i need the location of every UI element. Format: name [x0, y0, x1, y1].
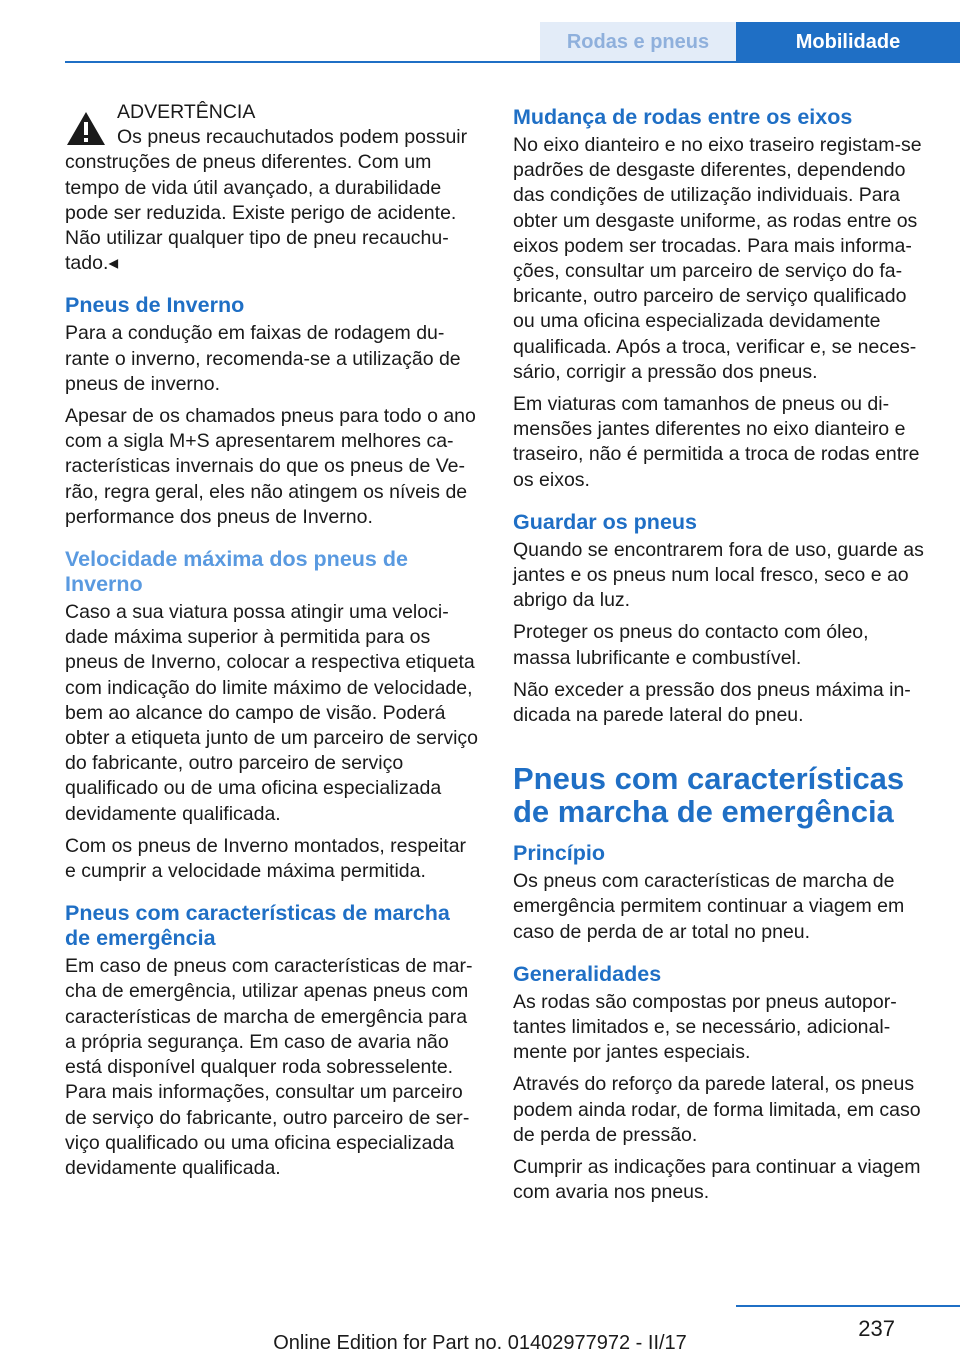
- warning-block: [65, 100, 480, 125]
- tire-storage-paragraph-3: Não exceder a pressão dos pneus máxima indicada na parede lateral do pneu.: [513, 678, 911, 727]
- header-rule: [65, 61, 960, 63]
- runflat-section-title: Pneus com características de marcha de emergência: [513, 761, 905, 830]
- winter-tires-paragraph-2: Apesar de os chamados pneus para todo o ano com a sigla M+S apresentarem melhores características invernais do que os pneus de Verão, regra geral, eles não atingem os níveis de performance dos pneus de Inverno.: [65, 405, 476, 528]
- max-speed-paragraph-2: Com os pneus de Inverno montados, respeitar e cumprir a velocidade máxima permitida.: [65, 834, 467, 883]
- general-paragraph-3: Cumprir as indicações para continuar a viagem com avaria nos pneus.: [513, 1156, 921, 1204]
- principle-heading: Princípio: [513, 841, 605, 866]
- page-number: 237: [858, 1316, 895, 1341]
- left-column: [65, 100, 480, 1188]
- runflat-tires-paragraph-1: Em caso de pneus com características de marcha de emergência, utilizar apenas pneus com características de marcha de emergência para a própria segurança. Em caso de avaria não está disponível qualquer roda sobresselente. Para mais informações, consultar um parceiro de serviço do fabricante, outro parceiro de serviço qualificado ou uma oficina especializada devidamente qualificada.: [65, 955, 473, 1179]
- wheel-rotation-heading: Mudança de rodas entre os eixos: [513, 105, 853, 129]
- header-section-label: Rodas e pneus: [540, 22, 736, 62]
- tire-storage-paragraph-1: Quando se encontrarem fora de uso, guarde as jantes e os pneus num local fresco, seco e ao abrigo da luz.: [513, 538, 924, 612]
- max-speed-paragraph-1: Caso a sua viatura possa atingir uma velocidade máxima superior à permitida para os pneus de Inverno, colocar a respectiva etiqueta com indicação do limite máximo de velocidade, bem ao alcance do campo de visão. Poderá obter a etiqueta junto de um parceiro de serviço do fabricante, outro parceiro de serviço qualificado ou de uma oficina especializada devidamente qualificada.: [65, 601, 478, 825]
- general-paragraph-1: As rodas são compostas por pneus autoportantes limitados e, se necessário, adicionalmente por jantes especiais.: [513, 990, 897, 1064]
- tire-storage-paragraph-2: Proteger os pneus do contacto com óleo, massa lubrificante e combustível.: [513, 621, 869, 669]
- footer-rule: [736, 1305, 960, 1307]
- right-column: [513, 100, 928, 1213]
- wheel-rotation-paragraph-2: Em viaturas com tamanhos de pneus ou dimensões jantes diferentes no eixo dianteiro e traseiro, não é permitida a troca de rodas entre os eixos.: [513, 393, 920, 491]
- warning-title: ADVERTÊNCIA: [117, 101, 256, 123]
- header-chapter-label: Mobilidade: [736, 22, 960, 62]
- max-speed-heading: Velocidade máxima dos pneus de Inverno: [65, 547, 408, 597]
- runflat-tires-heading: Pneus com características de marcha de emergência: [65, 901, 450, 951]
- warning-text: Os pneus recauchutados podem possuir construções de pneus diferentes. Com um tempo de vida útil avançado, a durabilidade pode ser reduzida. Existe perigo de acidente. Não utilizar qualquer tipo de pneu recauchutado.◂: [65, 126, 468, 275]
- edition-footer: Online Edition for Part no. 01402977972 - II/17: [273, 1332, 687, 1354]
- principle-paragraph-1: Os pneus com características de marcha de emergência permitem continuar a viagem em caso de perda de ar total no pneu.: [513, 870, 905, 943]
- wheel-rotation-paragraph-1: No eixo dianteiro e no eixo traseiro registam-se padrões de desgaste diferentes, dependendo das condições de utilização individuais. Para obter um desgaste uniforme, as rodas entre os eixos podem ser trocadas. Para mais informações, consultar um parceiro de serviço do fabricante, outro parceiro de serviço qualificado ou uma oficina especializada devidamente qualificada. Após a troca, verificar e, se necessário, corrigir a pressão dos pneus.: [513, 134, 922, 383]
- tire-storage-heading: Guardar os pneus: [513, 509, 697, 534]
- winter-tires-paragraph-1: Para a condução em faixas de rodagem durante o inverno, recomenda-se a utilização de pneus de inverno.: [65, 322, 461, 395]
- winter-tires-heading: Pneus de Inverno: [65, 293, 245, 318]
- general-heading: Generalidades: [513, 961, 662, 986]
- warning-triangle-icon: [65, 110, 107, 147]
- general-paragraph-2: Através do reforço da parede lateral, os pneus podem ainda rodar, de forma limitada, em caso de perda de pressão.: [513, 1073, 921, 1146]
